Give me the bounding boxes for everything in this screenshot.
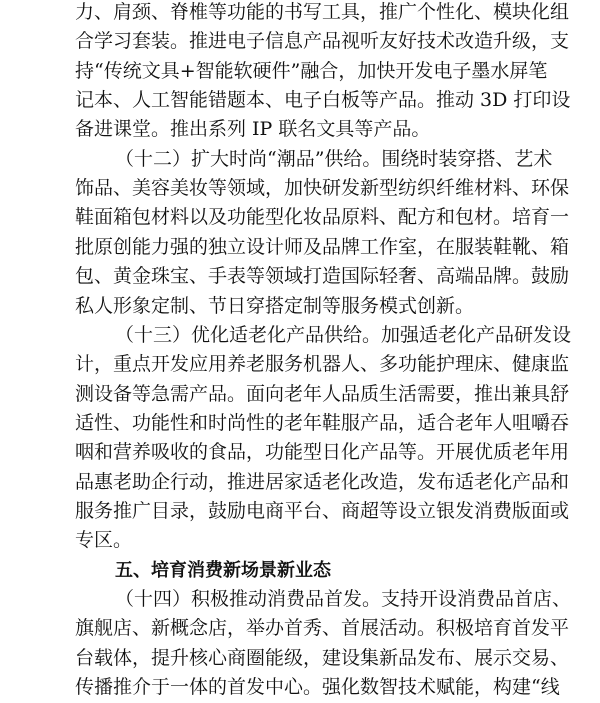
- text-line-9: 批原创能力强的独立设计师及品牌工作室，在服装鞋靴、箱: [75, 235, 570, 258]
- text-line-19: 专区。: [75, 529, 133, 552]
- text-line-2: 合学习套装。推进电子信息产品视听友好技术改造升级，支: [75, 30, 570, 53]
- text-line-22: 旗舰店、新概念店，举办首秀、首展活动。积极培育首发平: [75, 617, 570, 640]
- text-line-4: 记本、人工智能错题本、电子白板等产品。推动 3D 打印设: [75, 89, 571, 112]
- paragraph-14-first-line: （十四）积极推动消费品首发。支持开设消费品首店、: [115, 588, 572, 610]
- text-line-11: 私人形象定制、节日穿搭定制等服务模式创新。: [75, 294, 475, 317]
- paragraph-12-first-line: （十二）扩大时尚“潮品”供给。围绕时装穿搭、艺术: [115, 147, 553, 170]
- text-line-15: 适性、功能性和时尚性的老年鞋服产品，适合老年人咀嚼吞: [75, 411, 570, 434]
- text-line-14: 测设备等急需产品。面向老年人品质生活需要，推出兼具舒: [75, 382, 570, 405]
- text-line-3: 持“传统文具+智能软硬件”融合，加快开发电子墨水屏笔: [75, 59, 548, 82]
- text-line-5: 备进课堂。推出系列 IP 联名文具等产品。: [75, 118, 431, 141]
- section-heading: 五、培育消费新场景新业态: [115, 559, 331, 581]
- text-line-7: 饰品、美容美妆等领域，加快研发新型纺织纤维材料、环保: [75, 177, 570, 200]
- text-line-16: 咽和营养吸收的食品，功能型日化产品等。开展优质老年用: [75, 441, 570, 464]
- text-line-13: 计，重点开发应用养老服务机器人、多功能护理床、健康监: [75, 353, 570, 376]
- text-line-8: 鞋面箱包材料以及功能型化妆品原料、配方和包材。培育一: [75, 206, 570, 229]
- text-line-18: 服务推广目录，鼓励电商平台、商超等设立银发消费版面或: [75, 499, 570, 522]
- text-line-1: 力、肩颈、脊椎等功能的书写工具，推广个性化、模块化组: [75, 1, 570, 23]
- text-line-23: 台载体，提升核心商圈能级，建设集新品发布、展示交易、: [75, 646, 570, 669]
- text-line-24: 传播推介于一体的首发中心。强化数智技术赋能，构建“线: [75, 676, 560, 699]
- text-line-10: 包、黄金珠宝、手表等领域打造国际轻奢、高端品牌。鼓励: [75, 265, 570, 288]
- paragraph-13-first-line: （十三）优化适老化产品供给。加强适老化产品研发设: [115, 323, 572, 346]
- text-line-17: 品惠老助企行动，推进居家适老化改造，发布适老化产品和: [75, 470, 570, 493]
